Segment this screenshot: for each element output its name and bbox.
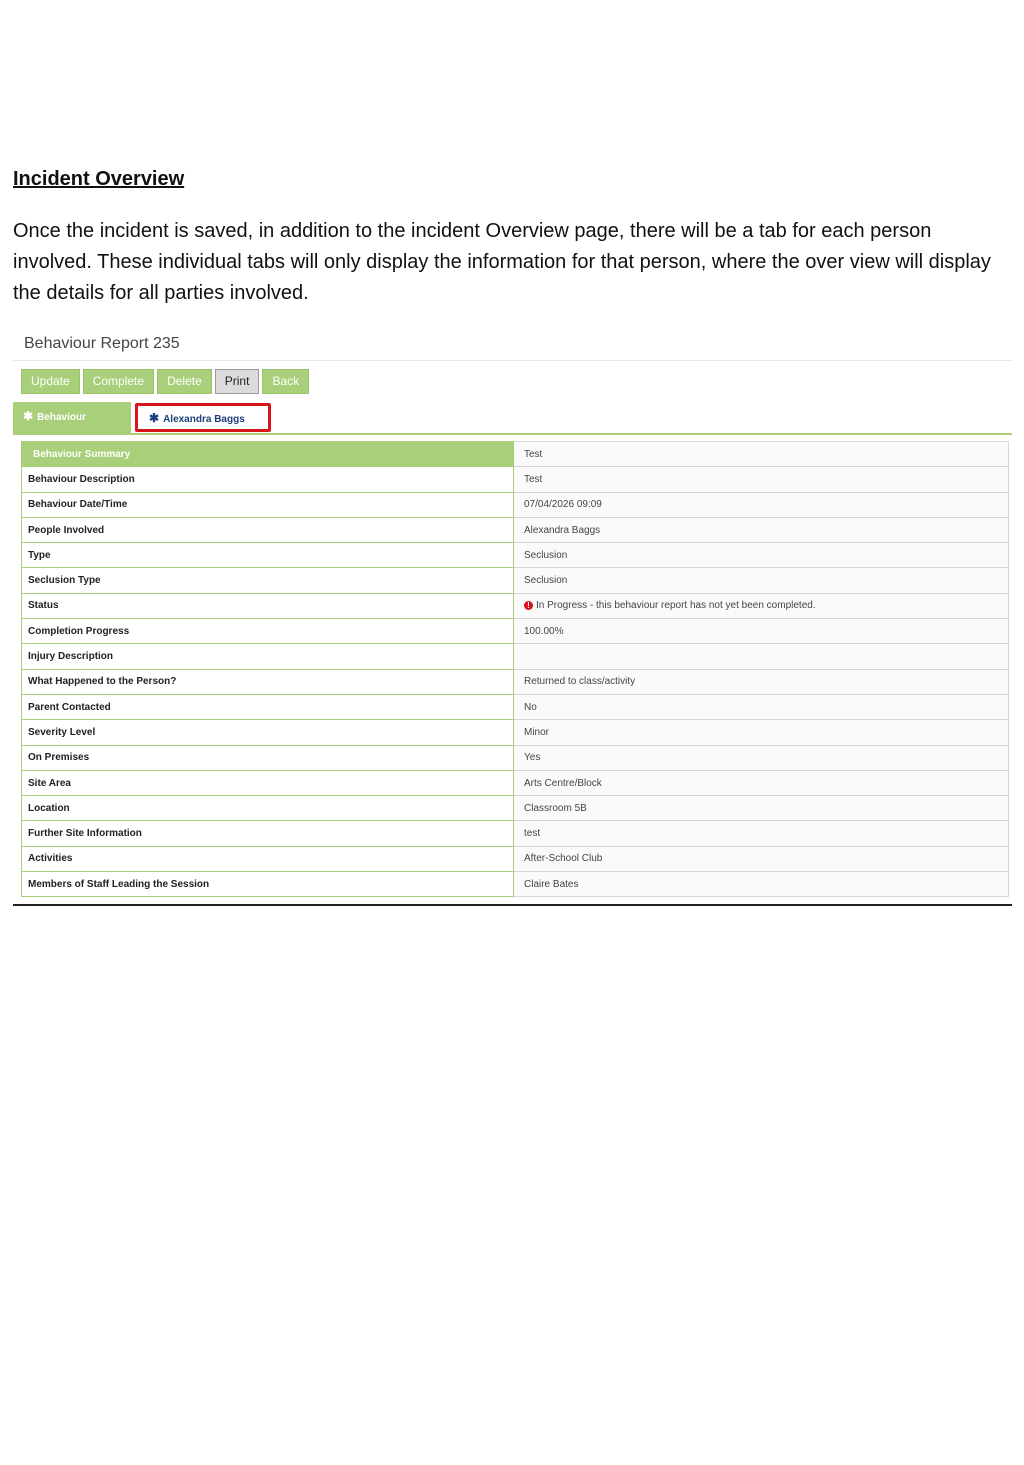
row-value bbox=[514, 644, 1009, 669]
title-divider bbox=[13, 360, 1012, 361]
report-title: Behaviour Report 235 bbox=[24, 335, 180, 352]
table-row bbox=[22, 543, 1009, 568]
row-value: Minor bbox=[514, 720, 1009, 745]
row-label: People Involved bbox=[22, 517, 514, 542]
table-row bbox=[22, 467, 1009, 492]
table-row bbox=[22, 770, 1009, 795]
row-value: Returned to class/activity bbox=[514, 669, 1009, 694]
asterisk-icon: ✱ bbox=[149, 411, 160, 425]
row-label: Behaviour Summary bbox=[22, 442, 514, 467]
row-value: Claire Bates bbox=[514, 872, 1009, 897]
table-row bbox=[22, 669, 1009, 694]
row-value: Arts Centre/Block bbox=[514, 770, 1009, 795]
row-value: test bbox=[514, 821, 1009, 846]
asterisk-icon: ✱ bbox=[23, 409, 34, 423]
row-label: Status bbox=[22, 593, 514, 618]
row-label: On Premises bbox=[22, 745, 514, 770]
row-value: 07/04/2026 09:09 bbox=[514, 492, 1009, 517]
back-button[interactable]: Back bbox=[262, 369, 309, 394]
status-text: In Progress - this behaviour report has not yet been completed. bbox=[536, 600, 816, 612]
print-button[interactable]: Print bbox=[215, 369, 260, 394]
table-row bbox=[22, 442, 1009, 467]
table-row bbox=[22, 720, 1009, 745]
tab-behaviour-overview[interactable] bbox=[13, 402, 131, 433]
table-row bbox=[22, 846, 1009, 871]
row-label: Seclusion Type bbox=[22, 568, 514, 593]
section-heading: Incident Overview bbox=[13, 168, 185, 190]
row-value: Yes bbox=[514, 745, 1009, 770]
complete-button[interactable]: Complete bbox=[83, 369, 154, 394]
row-label: Further Site Information bbox=[22, 821, 514, 846]
row-label: Parent Contacted bbox=[22, 694, 514, 719]
row-value: After-School Club bbox=[514, 846, 1009, 871]
row-label: Injury Description bbox=[22, 644, 514, 669]
row-value: Classroom 5B bbox=[514, 796, 1009, 821]
tab-person-alexandra-baggs[interactable] bbox=[135, 403, 271, 432]
row-value: 100.00% bbox=[514, 619, 1009, 644]
row-label: What Happened to the Person? bbox=[22, 669, 514, 694]
row-label: Behaviour Description bbox=[22, 467, 514, 492]
row-label: Activities bbox=[22, 846, 514, 871]
report-tabs bbox=[13, 402, 1012, 435]
behaviour-report-screenshot bbox=[13, 326, 1012, 906]
table-row bbox=[22, 872, 1009, 897]
row-label: Members of Staff Leading the Session bbox=[22, 872, 514, 897]
table-row bbox=[22, 821, 1009, 846]
row-value: Alexandra Baggs bbox=[514, 517, 1009, 542]
row-label: Location bbox=[22, 796, 514, 821]
delete-button[interactable]: Delete bbox=[157, 369, 212, 394]
table-row bbox=[22, 745, 1009, 770]
row-label: Type bbox=[22, 543, 514, 568]
row-value bbox=[514, 593, 1009, 618]
row-value: Test bbox=[514, 467, 1009, 492]
table-row bbox=[22, 694, 1009, 719]
behaviour-details-table bbox=[21, 441, 1009, 897]
row-label: Behaviour Date/Time bbox=[22, 492, 514, 517]
row-value: No bbox=[514, 694, 1009, 719]
update-button[interactable]: Update bbox=[21, 369, 80, 394]
tab-label: Behaviour bbox=[37, 412, 86, 423]
intro-paragraph: Once the incident is saved, in addition to the incident Overview page, there will be a tab for each person involved. These individual tabs will only display the information for that person, where the over view will display the details for all parties involved. bbox=[13, 220, 991, 304]
row-value: Seclusion bbox=[514, 568, 1009, 593]
row-value: Seclusion bbox=[514, 543, 1009, 568]
table-row bbox=[22, 644, 1009, 669]
table-row bbox=[22, 492, 1009, 517]
tab-label: Alexandra Baggs bbox=[163, 414, 245, 425]
table-row bbox=[22, 796, 1009, 821]
table-row bbox=[22, 517, 1009, 542]
row-label: Completion Progress bbox=[22, 619, 514, 644]
row-label: Site Area bbox=[22, 770, 514, 795]
table-row bbox=[22, 619, 1009, 644]
alert-icon: ! bbox=[524, 601, 533, 610]
action-toolbar bbox=[21, 369, 309, 394]
row-value: Test bbox=[514, 442, 1009, 467]
table-row bbox=[22, 568, 1009, 593]
table-row bbox=[22, 593, 1009, 618]
row-label: Severity Level bbox=[22, 720, 514, 745]
